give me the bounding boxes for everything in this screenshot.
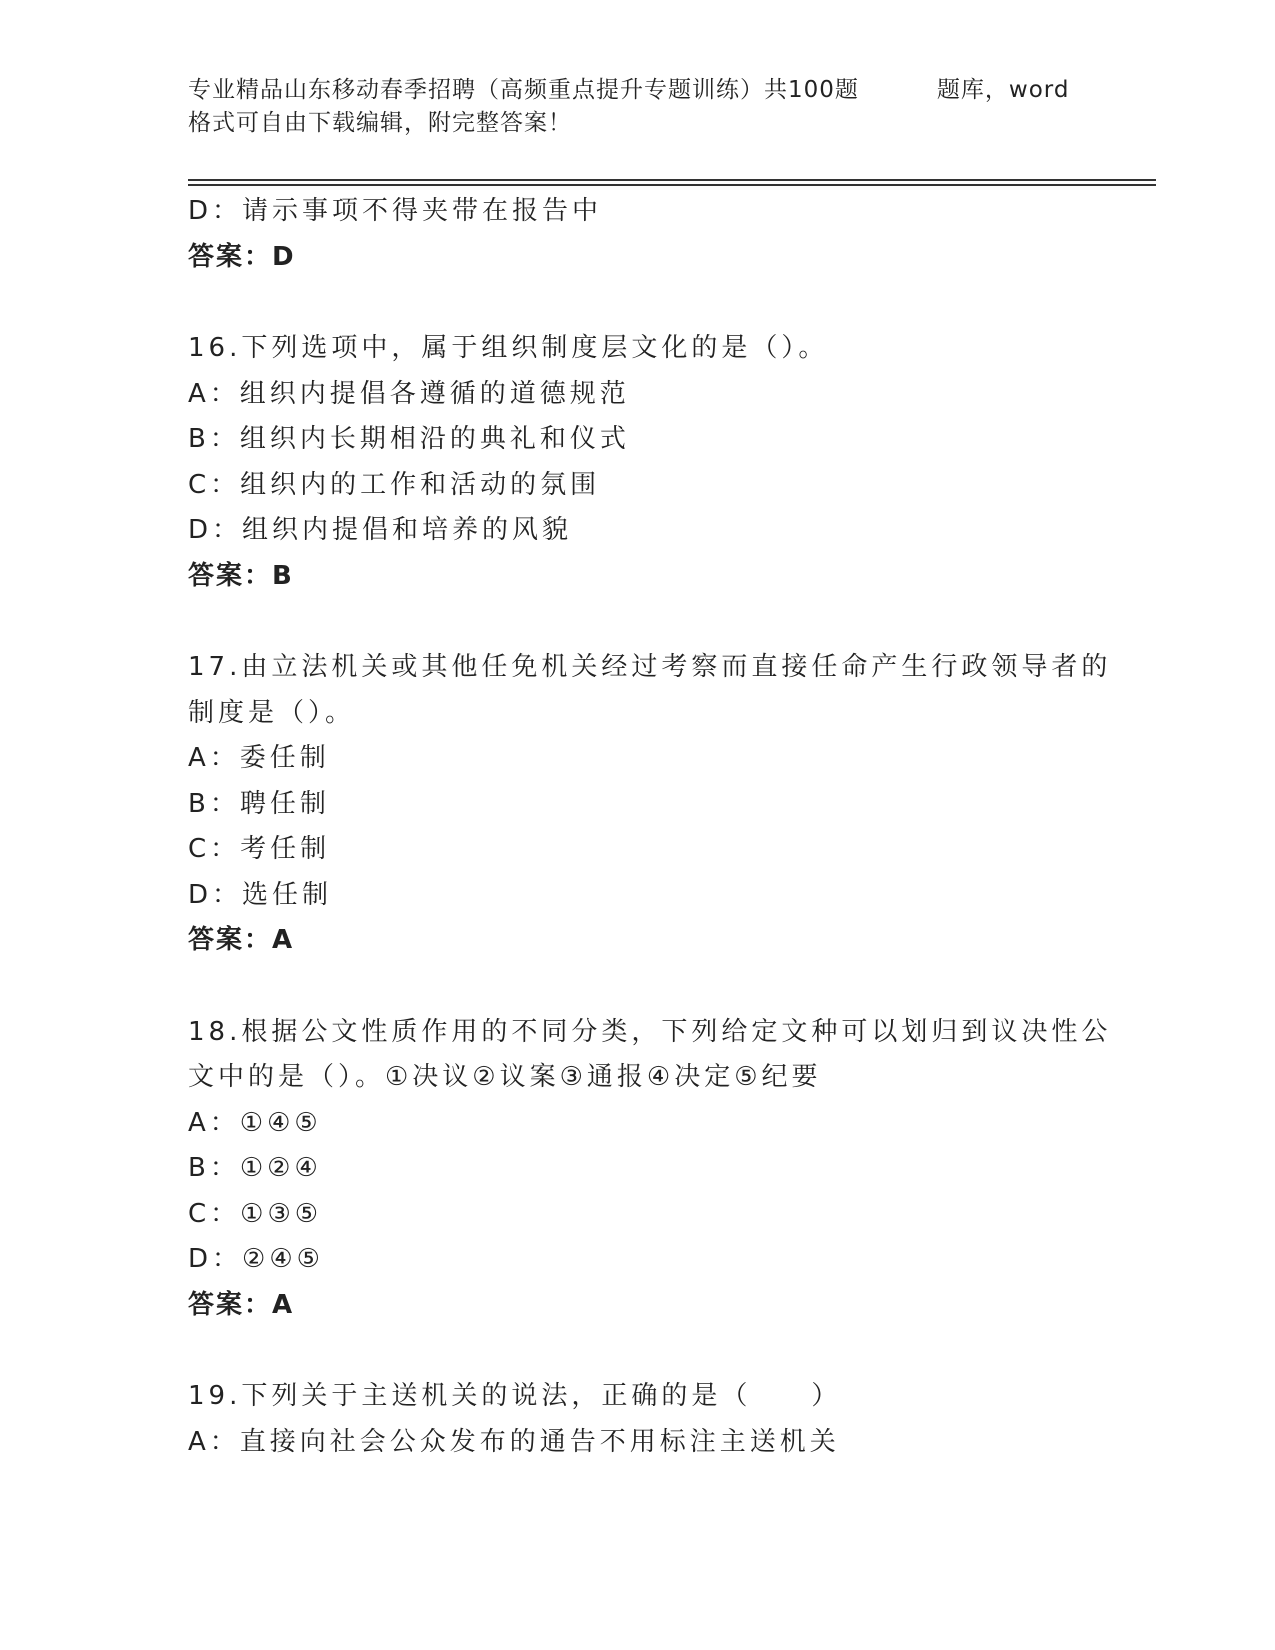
option-d: D：选任制 [188,879,333,910]
option-d: D：②④⑤ [188,1244,324,1274]
header-title-tail: 题库，word [936,77,1070,103]
question-stem: 17.由立法机关或其他任免机关经过考察而直接任命产生行政领导者的 [188,652,1112,682]
question-17 [188,645,1112,964]
answer: 答案：A [188,1289,295,1320]
header-line-1 [188,74,1108,107]
answer: 答案：B [188,560,294,591]
option-c: C：考任制 [188,834,331,864]
page-header [188,74,1108,140]
header-rule-top [188,179,1156,181]
question-stem-continued: 文中的是（）。①决议②议案③通报④决定⑤纪要 [188,1062,822,1092]
question-stem: 18.根据公文性质作用的不同分类，下列给定文种可以划归到议决性公 [188,1016,1112,1047]
option-b: B：①②④ [188,1153,322,1183]
question-stem: 16.下列选项中，属于组织制度层文化的是（）。 [188,333,829,363]
header-title: 专业精品山东移动春季招聘（高频重点提升专题训练）共100题 [188,77,859,103]
question-content [188,189,1112,1465]
question-stem: 19.下列关于主送机关的说法，正确的是（ ） [188,1381,842,1411]
option-a: A：①④⑤ [188,1107,322,1138]
option-a: A：组织内提倡各遵循的道德规范 [188,378,630,409]
option-b: B：聘任制 [188,788,330,819]
option-c: C：①③⑤ [188,1198,323,1229]
option-d: D：组织内提倡和培养的风貌 [188,515,573,545]
header-rule-bottom [188,184,1156,186]
question-18 [188,1010,1112,1329]
option-b: B：组织内长期相沿的典礼和仪式 [188,424,630,454]
option-a: A：直接向社会公众发布的通告不用标注主送机关 [188,1426,840,1457]
option-a: A：委任制 [188,743,330,773]
question-19 [188,1374,1088,1465]
answer: 答案：A [188,925,295,955]
prev-answer: 答案：D [188,241,296,272]
question-stem-continued: 制度是（）。 [188,697,356,728]
option-c: C：组织内的工作和活动的氛围 [188,469,601,500]
question-16 [188,326,1088,599]
prev-option-d: D：请示事项不得夹带在报告中 [188,196,603,226]
header-line-2: 格式可自由下载编辑，附完整答案！ [188,110,572,136]
